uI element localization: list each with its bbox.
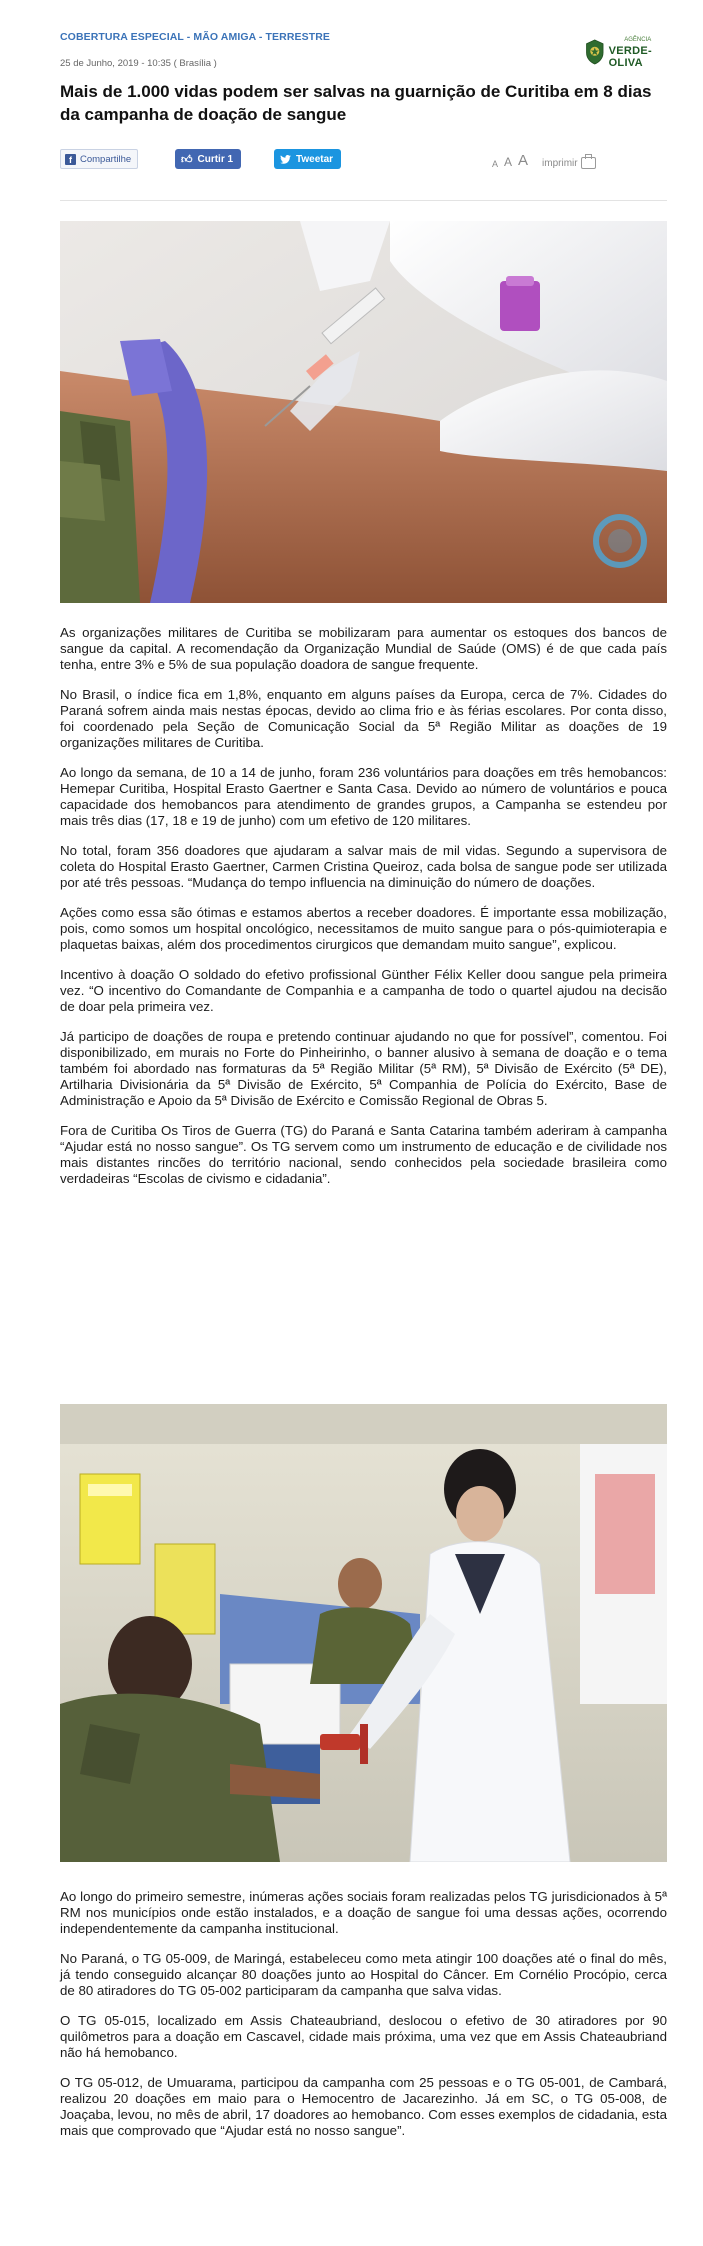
article-paragraph: Ao longo da semana, de 10 a 14 de junho, foram 236 voluntários para doações em três hemobancos: Hemepar Curitiba, Hospital Erasto Gaertner e Santa Casa. Devido ao número de voluntários e pouca capacidade dos hemobancos para atendimento de grandes grupos, a Campanha se estendeu por mais três dias (17, 18 e 19 de junho) com um efetivo de 120 militares. [60, 765, 667, 828]
article-paragraph: Incentivo à doação O soldado do efetivo profissional Günther Félix Keller doou sangue pela primeira vez. “O incentivo do Comandante de Companhia e a campanha de todo o quartel ajudou na decisão de doar pela primeira vez. [60, 967, 667, 1014]
font-normal-button[interactable]: A [504, 155, 513, 169]
share-toolbar [60, 149, 667, 169]
article-paragraph: No Paraná, o TG 05-009, de Maringá, estabeleceu como meta atingir 100 doações até o final do mês, já tendo conseguido alcançar 80 doações junto ao Hospital do Câncer. Em Cornélio Procópio, cerca de 80 atiradores do TG 05-002 participaram da campanha que salva vidas. [60, 1951, 667, 1998]
font-decrease-button[interactable]: A [492, 159, 499, 169]
twitter-bird-icon [280, 155, 291, 164]
blood-draw-photo [60, 221, 667, 603]
thumbs-up-icon: 👍︎ [181, 153, 193, 166]
article-headline: Mais de 1.000 vidas podem ser salvas na guarnição de Curitiba em 8 dias da campanha de doação de sangue [60, 82, 652, 124]
article-paragraph: Fora de Curitiba Os Tiros de Guerra (TG) do Paraná e Santa Catarina também aderiram à campanha “Ajudar está no nosso sangue”. Os TG servem como um instrumento de educação e de civilidade nos mais distantes rincões do território nacional, sendo conhecidos pela sociedade brasileira como verdadeiras “Escolas de civismo e cidadania”. [60, 1123, 667, 1186]
facebook-like-label: Curtir 1 [197, 153, 234, 165]
font-size-tools [492, 149, 596, 169]
article-paragraph: No total, foram 356 doadores que ajudaram a salvar mais de mil vidas. Segundo a supervisora de coleta do Hospital Erasto Gaertner, Carmen Cristina Queiroz, cada bolsa de sangue pode ser utilizada por até três pessoas. “Mudança do tempo influencia na diminuição do número de doações. [60, 843, 667, 890]
logo-name: VERDE-OLIVA [608, 44, 652, 69]
facebook-icon: f [65, 154, 76, 165]
header-divider [60, 200, 667, 201]
article-paragraph: As organizações militares de Curitiba se mobilizaram para aumentar os estoques dos bancos de sangue da capital. A recomendação da Organização Mundial de Saúde (OMS) é de que cada país tenha, entre 3% e 5% de sua população doadora de sangue frequente. [60, 625, 667, 672]
article-body-bottom [60, 1889, 667, 2153]
print-label: imprimir [542, 157, 578, 169]
agencia-verde-oliva-logo[interactable] [585, 28, 667, 76]
facebook-share-label: Compartilhe [80, 153, 132, 165]
article-paragraph: O TG 05-012, de Umuarama, participou da campanha com 25 pessoas e o TG 05-001, de Cambará, realizou 20 doações em maio para o Hemocentro de Jacarezinho. Já em SC, o TG 05-008, de Joaçaba, levou, no mês de abril, 17 doadores ao hemobanco. Com esses exemplos de cidadania, esta mais que comprovado que “Ajudar está no nosso sangue”. [60, 2075, 667, 2138]
logo-text [609, 36, 667, 69]
army-emblem-icon [585, 35, 605, 69]
article-paragraph: No Brasil, o índice fica em 1,8%, enquanto em alguns países da Europa, cerca de 7%. Cidades do Paraná sofrem ainda mais nestas épocas, devido ao clima frio e às férias escolares. Por conta disso, foi coordenado pela Seção de Comunicação Social da 5ª Região Militar as doações de 19 organizações militares de Curitiba. [60, 687, 667, 750]
tweet-label: Tweetar [296, 153, 334, 165]
article-paragraph: Já participo de doações de roupa e pretendo continuar ajudando no que for possível”, comentou. Foi disponibilizado, em murais no Forte do Pinheirinho, o banner alusivo à semana de doação e o tema também foi abordado nas formaturas da 5ª Região Militar (5ª RM), 5ª Divisão de Exército (5ª DE), Artilharia Divisionária da 5ª Divisão de Exército, 5ª Companhia de Polícia do Exército, Base de Administração e Apoio da 5ª Divisão de Exército e Comissão Regional de Obras 5. [60, 1029, 667, 1108]
article-paragraph: Ao longo do primeiro semestre, inúmeras ações sociais foram realizadas pelos TG jurisdicionados à 5ª RM nos municípios onde estão instalados, e a doação de sangue foi uma dessas ações, ocorrendo independentemente da campanha institucional. [60, 1889, 667, 1936]
tweet-button[interactable] [274, 149, 341, 169]
article-header [60, 0, 667, 200]
article-paragraph: O TG 05-015, localizado em Assis Chateaubriand, deslocou o efetivo de 30 atiradores por 90 quilômetros para a doação em Cascavel, cidade mais próxima, uma vez que em Assis Chateaubriand não há hemobanco. [60, 2013, 667, 2060]
article-dateline: 25 de Junho, 2019 - 10:35 ( Brasília ) [60, 58, 217, 69]
font-increase-button[interactable]: A [518, 152, 529, 169]
facebook-share-button[interactable] [60, 149, 138, 169]
article-body-top [60, 625, 667, 1201]
blood-donation-room-photo [60, 1404, 667, 1862]
article-paragraph: Ações como essa são ótimas e estamos abertos a receber doadores. É importante essa mobilização, pois, como somos um hospital oncológico, necessitamos de muito sangue para o pós-quimioterapia e plaquetas baixas, além dos procedimentos cirurgicos que demandam muito sangue”, explicou. [60, 905, 667, 952]
section-kicker[interactable]: COBERTURA ESPECIAL - MÃO AMIGA - TERRESTRE [60, 31, 331, 43]
printer-icon [581, 157, 596, 169]
facebook-like-button[interactable] [175, 149, 241, 169]
print-button[interactable] [542, 157, 596, 169]
logo-top-text: AGÊNCIA [624, 36, 652, 43]
